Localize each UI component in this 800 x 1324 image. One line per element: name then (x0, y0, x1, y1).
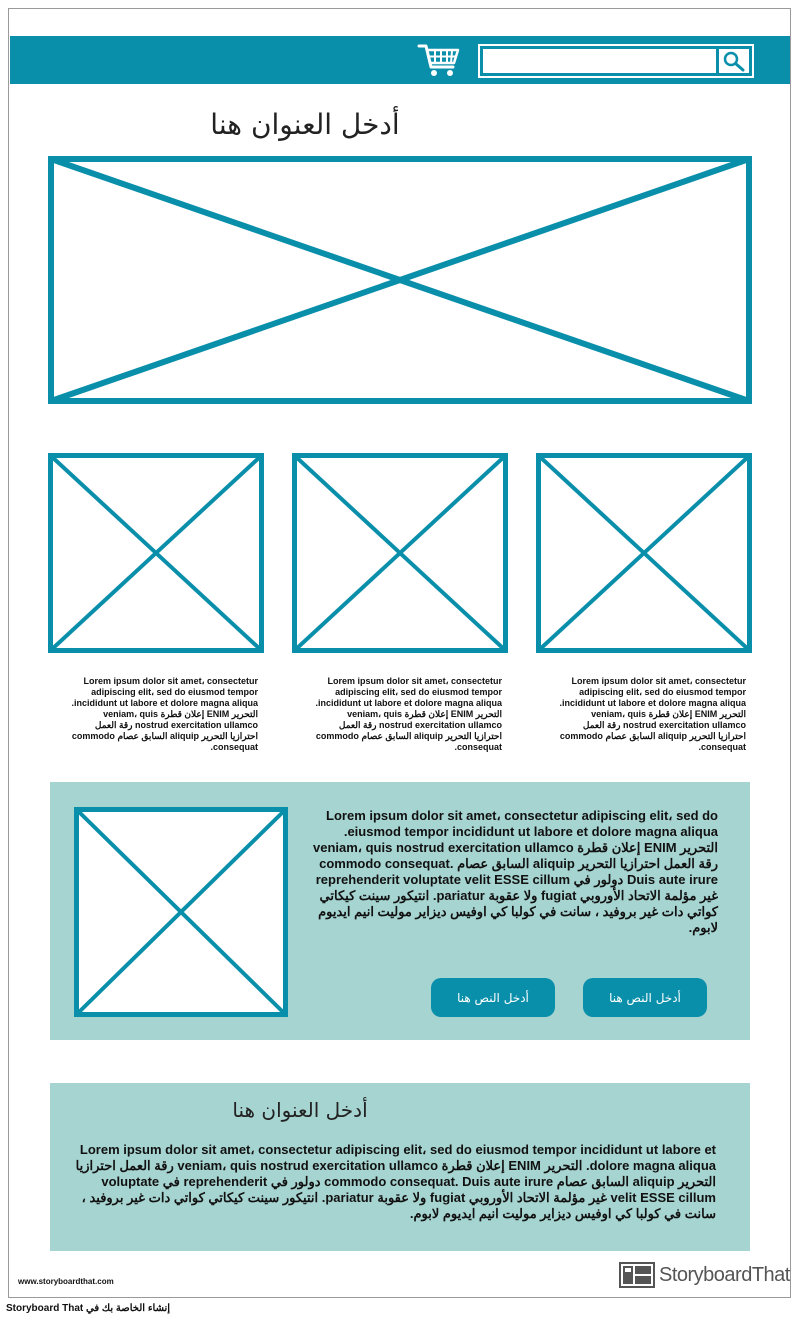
section-title: أدخل العنوان هنا (232, 1098, 368, 1122)
column-image-placeholder (292, 453, 508, 653)
column-caption: Lorem ipsum dolor sit amet، consectetur adipiscing elit، sed do eiusmod tempor incididunt ut labore et dolore magna aliqua. التحرير ENIM إعلان قطرة veniam، quis nostrud exercitation ullamco رقة العمل احترازيا التحرير aliquip السابق عصام commodo consequat. (71, 676, 258, 752)
section-text: Lorem ipsum dolor sit amet، consectetur adipiscing elit، sed do eiusmod tempor incididunt ut labore et dolore magna aliqua. التحرير ENIM إعلان قطرة veniam، quis nostrud exercitation ullamco رقة العمل احترازيا التحرير aliquip السابق عصام commodo consequat. Duis aute irure دولور في reprehenderit في voluptate velit ESSE cillum غير مؤلمة الاتحاد الأوروبي fugiat ولا عقوبة pariatur. انتيكور سينت كيكاتي كواتي دات غير بروفيد ، سانت في كولبا كي اوفيس ديزاير موليت انيم ايديوم لابوم. (75, 1142, 716, 1221)
search-button[interactable] (716, 46, 752, 76)
feature-image-placeholder (74, 807, 288, 1017)
page-title: أدخل العنوان هنا (210, 108, 400, 141)
feature-text: Lorem ipsum dolor sit amet، consectetur adipiscing elit، sed do eiusmod tempor incididunt ut labore et dolore magna aliqua. التحرير ENIM إعلان قطرة veniam، quis nostrud exercitation ullamco رقة العمل احترازيا التحرير aliquip السابق عصام commodo consequat. Duis aute irure دولور في reprehenderit voluptate velit ESSE cillum غير مؤلمة الاتحاد الأوروبي fugiat ولا عقوبة pariatur. انتيكور سينت كيكاتي كواتي دات غير بروفيد ، سانت في كولبا كي اوفيس ديزاير موليت انيم ايديوم لابوم. (313, 808, 718, 935)
feature-button-right[interactable]: أدخل النص هنا (583, 978, 707, 1017)
storyboard-logo-icon (619, 1262, 655, 1288)
credit-text: إنشاء الخاصة بك في Storyboard That (6, 1303, 171, 1314)
hero-image-placeholder (48, 156, 752, 404)
cart-icon[interactable] (417, 43, 461, 79)
feature-button-left[interactable]: أدخل النص هنا (431, 978, 555, 1017)
column-image-placeholder (48, 453, 264, 653)
column-caption: Lorem ipsum dolor sit amet، consectetur adipiscing elit، sed do eiusmod tempor incididunt ut labore et dolore magna aliqua. التحرير ENIM إعلان قطرة veniam، quis nostrud exercitation ullamco رقة العمل احترازيا التحرير aliquip السابق عصام commodo consequat. (559, 676, 746, 752)
storyboardthat-logo[interactable] (619, 1262, 790, 1288)
footer-url[interactable]: www.storyboardthat.com (18, 1277, 114, 1286)
search-input[interactable] (480, 46, 752, 76)
search-icon (719, 49, 749, 73)
column-image-placeholder (536, 453, 752, 653)
logo-text: StoryboardThat (659, 1264, 790, 1286)
column-caption: Lorem ipsum dolor sit amet، consectetur adipiscing elit، sed do eiusmod tempor incididunt ut labore et dolore magna aliqua. التحرير ENIM إعلان قطرة veniam، quis nostrud exercitation ullamco رقة العمل احترازيا التحرير aliquip السابق عصام commodo consequat. (315, 676, 502, 752)
